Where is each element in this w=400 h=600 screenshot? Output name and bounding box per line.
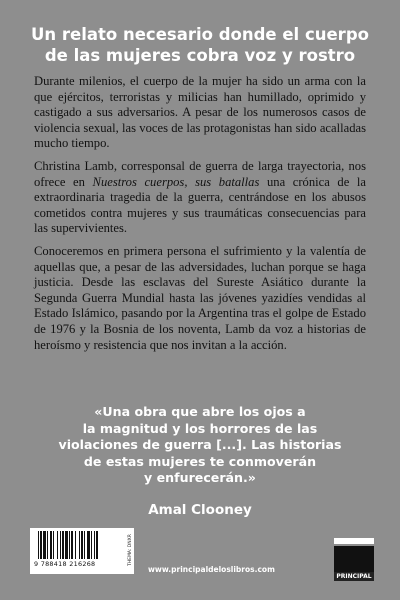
thema-code: THEMA: DNXR [128, 534, 133, 566]
barcode-bars [36, 531, 124, 561]
paragraph-2-start: Christina Lamb, corresponsal de guerra de larga trayectoria, nos ofrece en [34, 158, 366, 189]
quote-line-1: «Una obra que abre los ojos a [94, 404, 306, 419]
blurb-quote [40, 404, 360, 487]
quote-line-3: violaciones de guerra [...]. Las historias [58, 437, 342, 452]
quote-author: Amal Clooney [148, 502, 252, 518]
quote-line-5: y enfurecerán.» [144, 470, 256, 485]
synopsis [34, 74, 366, 360]
publisher-website[interactable]: www.principaldeloslibros.com [148, 565, 275, 574]
synopsis-paragraph-3: Conoceremos en primera persona el sufrimiento y la valentía de aquellas que, a pesar de las adversidades, luchan porque se haga justicia. Desde las esclavas del Sureste Asiático durante la Segunda Guerra Mundial hasta las jóvenes yazidíes vendidas al Estado Islámico, pasando por la Argentina tras el golpe de Estado de 1976 y la Bosnia de los noventa, Lamb da voz a historias de heroísmo y resistencia que nos invitan a la acción. [34, 243, 366, 352]
headline-line-2: de las mujeres cobra voz y rostro [44, 46, 356, 65]
headline-line-1: Un relato necesario donde el cuerpo [31, 25, 369, 44]
publisher-logo-mark [334, 538, 374, 572]
paragraph-2-end: una crónica de la extraordinaria tragedia de la guerra, centrándose en los abusos cometidos contra mujeres y sus traumáticas consecuencias para las supervivientes. [34, 174, 366, 236]
quote-line-2: la magnitud y los horrores de las [82, 420, 318, 436]
back-cover-headline [14, 24, 386, 66]
quote-line-4: de estas mujeres te conmoverán [83, 453, 317, 469]
synopsis-paragraph-2 [34, 159, 366, 237]
isbn-number: 9 788418 216268 [34, 560, 96, 568]
publisher-name: PRINCIPAL [334, 572, 374, 581]
synopsis-paragraph-1: Durante milenios, el cuerpo de la mujer ha sido un arma con la que ejércitos, terroristas y milicias han humillado, oprimido y castigado a sus adversarios. A pesar de los numerosos casos de violencia sexual, las voces de las protagonistas han sido acalladas mucho tiempo. [34, 74, 366, 151]
book-title: Nuestros cuerpos, sus batallas [92, 174, 260, 189]
